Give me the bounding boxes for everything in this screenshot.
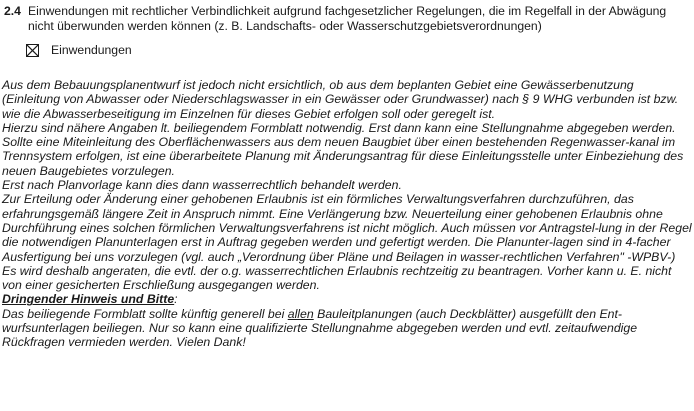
section-number: 2.4 <box>4 4 21 18</box>
checkmark-x-icon <box>27 45 38 56</box>
hint-paragraph <box>2 307 692 350</box>
objection-checkbox[interactable] <box>26 44 39 57</box>
hint-heading: Dringender Hinweis und Bitte <box>2 292 175 307</box>
objection-checkbox-label: Einwendungen <box>51 43 132 57</box>
comment-paragraph: Hierzu sind nähere Angaben lt. beiliegendem Formblatt notwendig. Erst dann kann eine Stellungnahme abgegeben werden. <box>2 120 676 135</box>
comment-paragraph: Zur Erteilung oder Änderung einer gehobenen Erlaubnis ist ein förmliches Verwaltungsverfahren durchzuführen, das erfahrungsgemäß längere Zeit in Anspruch nimmt. Eine Verlängerung bzw. Neuerteilung einer gehobenen Erlaubnis ohne Durchführung eines solchen förmlichen Verwaltungsverfahrens ist nicht möglich. Auch müssen vor Antragstel-lung in der Regel die notwendigen Planunterlagen erst in Auftrag gegeben werden und gefertigt werden. Die Planunter-lagen sind in 4-facher Ausfertigung bei uns vorzulegen (vgl. auch „Verordnung über Pläne und Beilagen in wasser-rechtlichen Verfahren" -WPBV-) <box>2 192 692 264</box>
hint-heading-line <box>2 292 692 306</box>
section-header <box>4 4 690 34</box>
comment-paragraph: Sollte eine Miteinleitung des Oberflächenwassers aus dem neuen Baugbiet über einen bestehenden Regenwasser-kanal im Trennsystem erfolgen, ist eine überarbeitete Planung mit Änderungsantrag für diese Einleitungsstelle unter Einbeziehung des neuen Baugebietes vorzulegen. <box>2 135 684 178</box>
comment-paragraph: Erst nach Planvorlage kann dies dann wasserrechtlich behandelt werden. <box>2 178 402 193</box>
comment-body <box>2 78 692 350</box>
hint-text-post: Bauleitplanungen (auch Deckblätter) ausgefüllt den Ent-wurfsunterlagen beiliegen. Nur so kann eine qualifizierte Stellungnahme abgegeben werden und evtl. zeitaufwendige Rückfragen vermieden werden. Vielen Dank! <box>2 306 638 350</box>
comment-paragraph: Es wird deshalb angeraten, die evtl. der o.g. wasserrechtlichen Erlaubnis rechtzeitig zu beantragen. Vorher kann u. E. nicht von einer gesicherten Erschließung ausgegangen werden. <box>2 263 672 293</box>
section-text: Einwendungen mit rechtlicher Verbindlichkeit aufgrund fachgesetzlicher Regelungen, die im Regelfall in der Abwägung nicht überwunden werden können (z. B. Landschafts- oder Wasserschutzgebietsverordnungen) <box>28 4 667 33</box>
objection-checkbox-row[interactable] <box>26 43 132 58</box>
comment-paragraph: Aus dem Bebauungsplanentwurf ist jedoch nicht ersichtlich, ob aus dem beplanten Gebiet eine Gewässerbenutzung (Einleitung von Abwasser oder Niederschlagswasser in ein Gewässer oder Grundwasser) nach § 9 WHG verbunden ist bzw. wie die Abwasserbeseitigung im Einzelnen für dieses Gebiet erfolgen soll oder geregelt ist. <box>2 78 679 121</box>
hint-heading-colon: : <box>174 292 178 307</box>
hint-text-pre: Das beiliegende Formblatt sollte künftig generell bei <box>2 306 288 321</box>
hint-emphasis: allen <box>287 306 314 321</box>
